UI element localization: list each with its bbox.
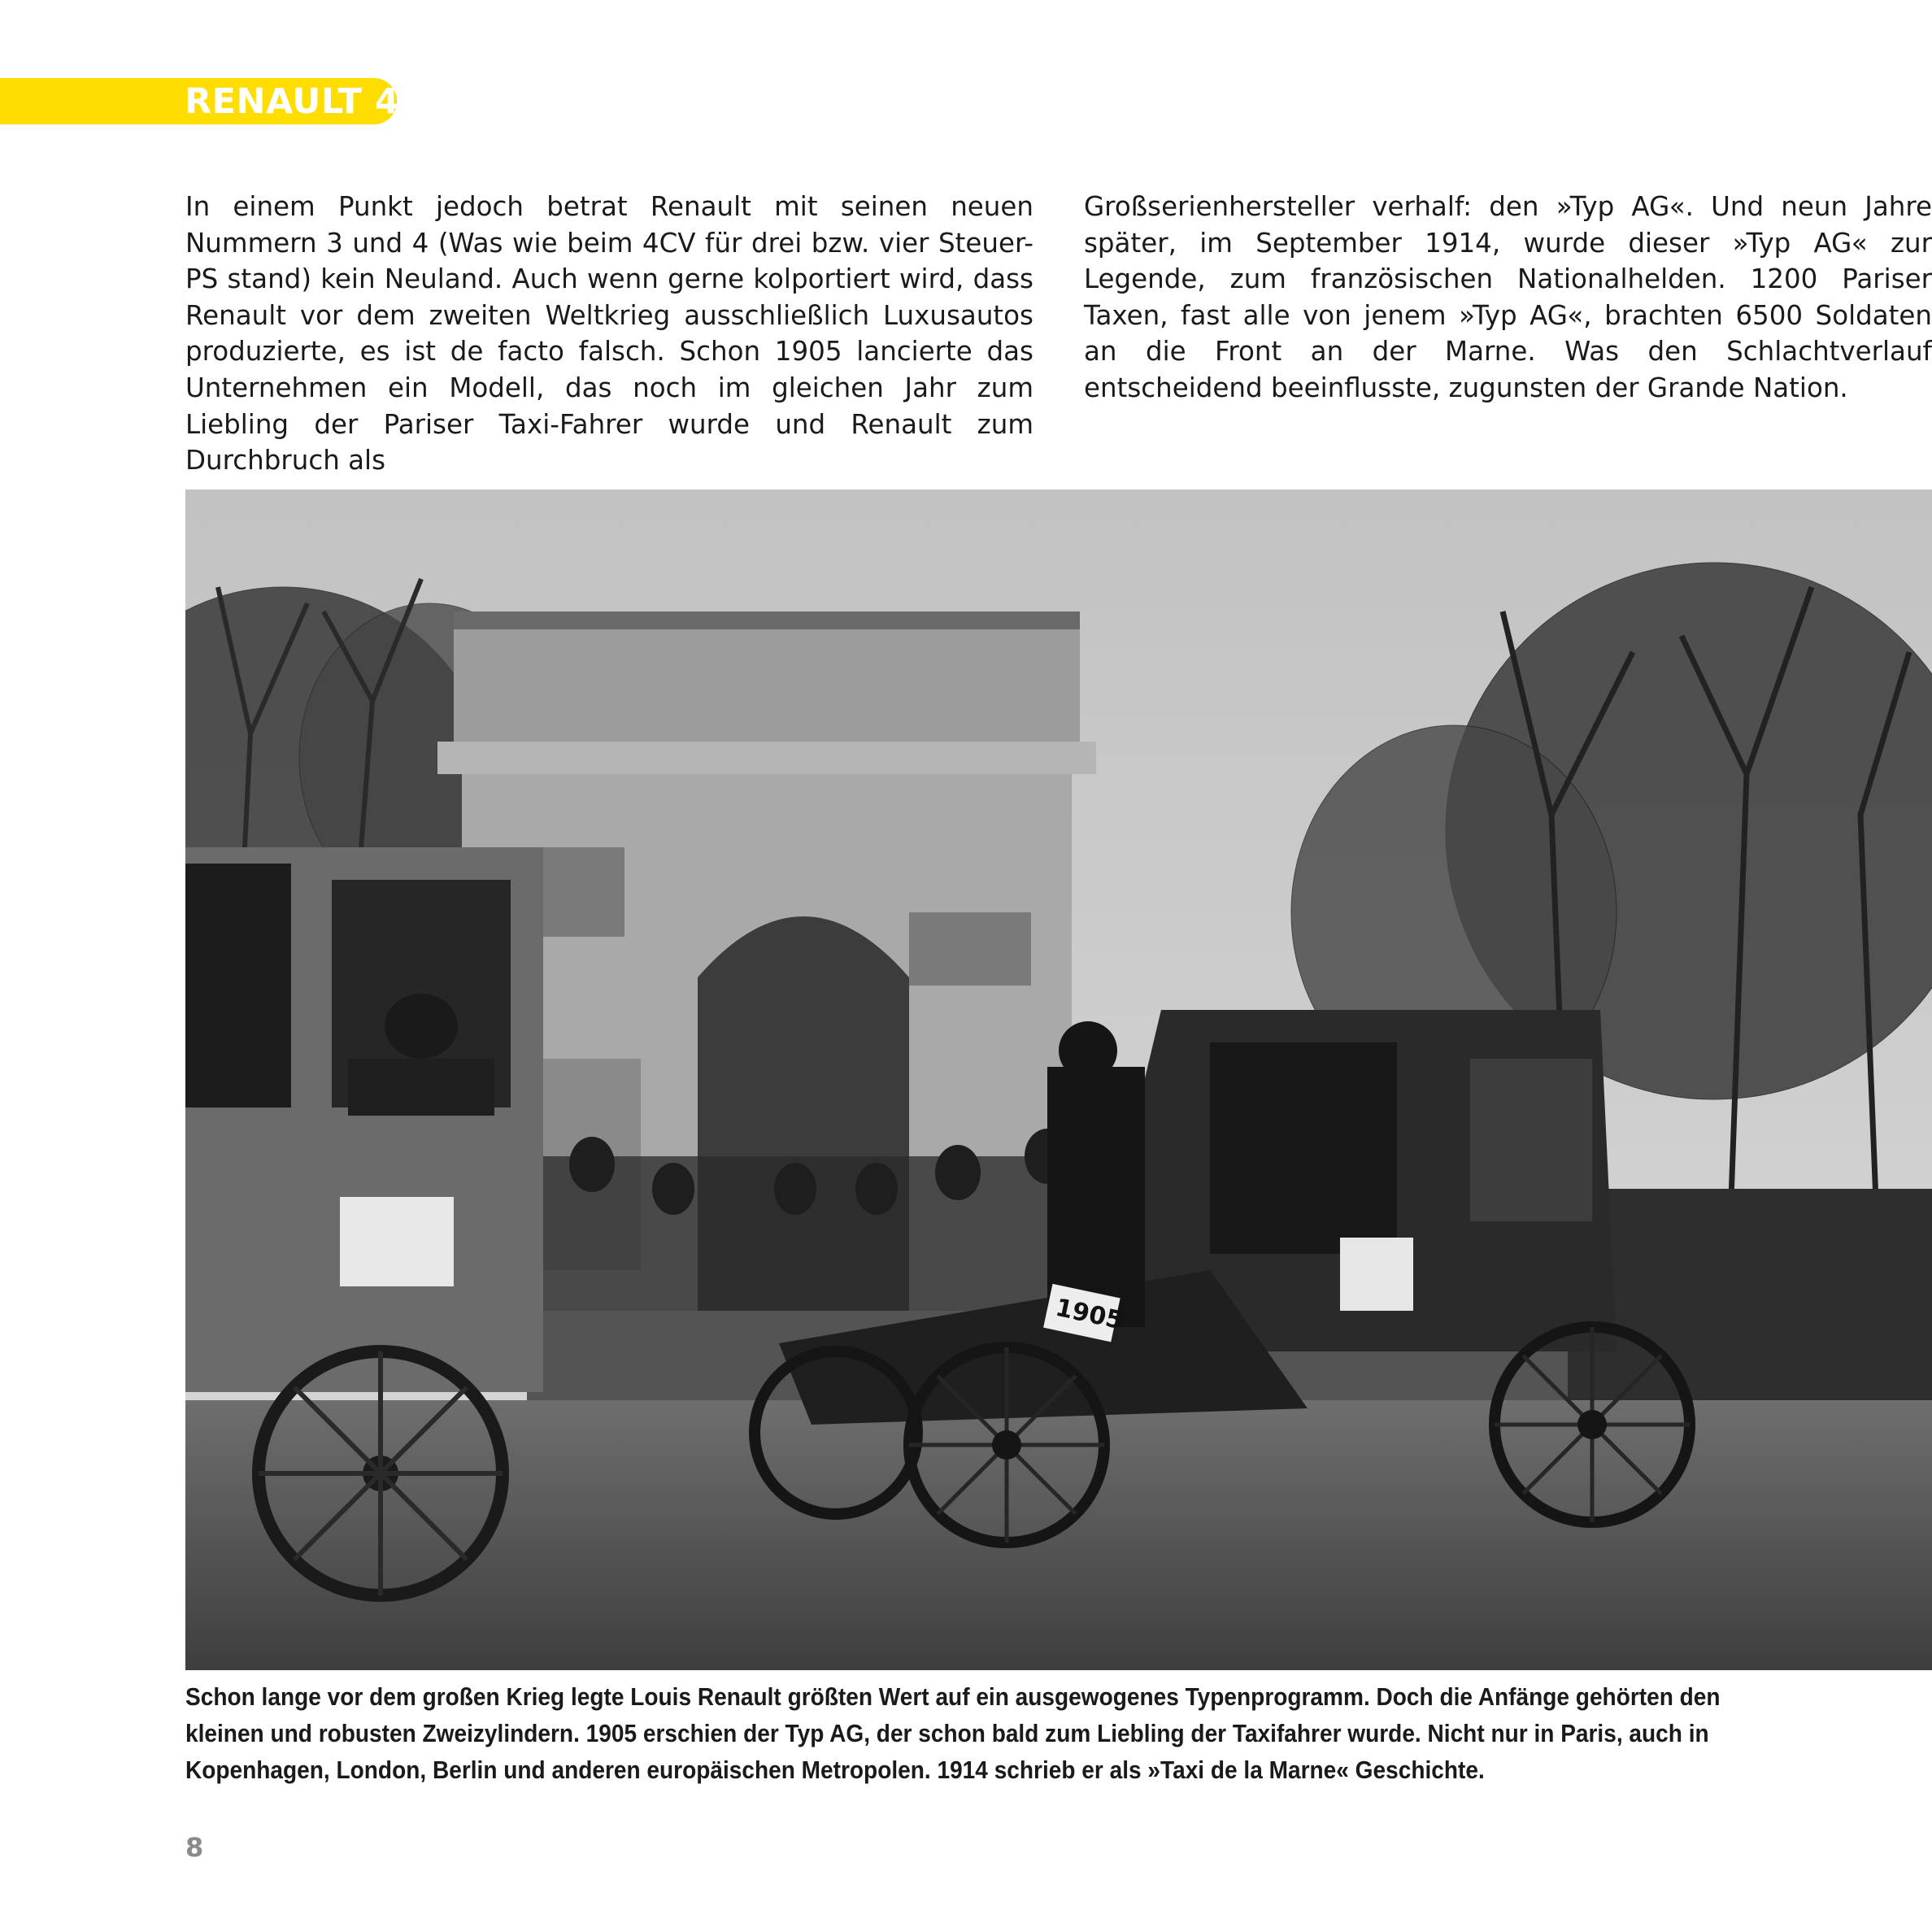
svg-text:1905: 1905	[1052, 1293, 1125, 1336]
page-number: 8	[185, 1832, 204, 1863]
body-text-right-column: Großserienhersteller verhalf: den »Typ AG«. Und neun Jahre später, im September 1914, wurde dieser »Typ AG« zur Legende, zum französischen Nationalhelden. 1200 Pariser Taxen, fast alle von jenem »Typ AG«, brachten 6500 Soldaten an die Front an der Marne. Was den Schlachtverlauf entscheidend beeinflusste, zugunsten der Grande Nation.	[1084, 191, 1932, 403]
photo-caption: Schon lange vor dem großen Krieg legte Louis Renault größten Wert auf ein ausgewogenes Typenprogramm. Doch die Anfänge gehörten den kleinen und robusten Zweizylindern. 1905 erschien der Typ AG, der schon bald zum Liebling der Taxifahrer wurde. Nicht nur in Paris, auch in Kopenhagen, London, Berlin und anderen europäischen Metropolen. 1914 schrieb er als »Taxi de la Marne« Geschichte.	[185, 1683, 1721, 1784]
chapter-title: RENAULT 4	[185, 81, 400, 122]
historic-photo-taxis-arc-de-triomphe	[185, 490, 1932, 1670]
road	[185, 1400, 1932, 1670]
body-text-left-column: In einem Punkt jedoch betrat Renault mit seinen neuen Nummern 3 und 4 (Was wie beim 4CV für drei bzw. vier Steuer-PS stand) kein Neuland. Auch wenn gerne kolportiert wird, dass Renault vor dem zweiten Weltkrieg ausschließlich Luxusautos produzierte, es ist de facto falsch. Schon 1905 lancierte das Unternehmen ein Modell, das noch im gleichen Jahr zum Liebling der Pariser Taxi-Fahrer wurde und Renault zum Durchbruch als	[185, 191, 1033, 476]
